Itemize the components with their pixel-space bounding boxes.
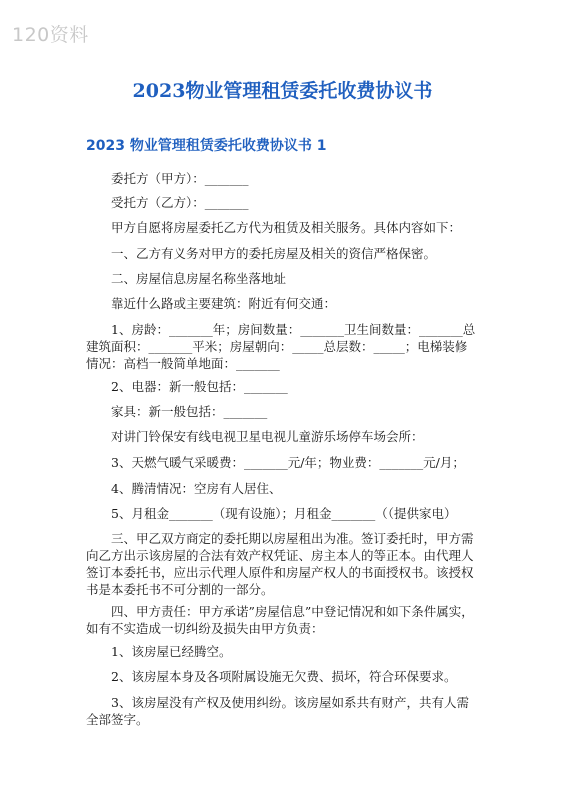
watermark: 120资料 [12, 24, 89, 46]
paragraph-clause-1: 一、乙方有义务对甲方的委托房屋及相关的资信严格保密。 [111, 246, 437, 261]
paragraph-condition-3: 3、该房屋没有产权及使用纠纷。该房屋如系共有财产，共有人需全部签字。 [86, 695, 469, 727]
paragraph-fees: 3、天燃气暖气采暖费：_______元/年；物业费：_______元/月； [111, 455, 465, 470]
document-title: 2023物业管理租赁委托收费协议书 [132, 80, 433, 102]
paragraph-agent: 受托方（乙方）：_______ [111, 195, 249, 210]
paragraph-condition-1: 1、该房屋已经腾空。 [111, 644, 232, 659]
paragraph-clause-4: 四、甲方责任：甲方承诺”房屋信息”中登记情况和如下条件属实，如有不实造成一切纠纷及损失由甲方负责： [86, 604, 474, 636]
paragraph-facilities: 对讲门铃保安有线电视卫星电视儿童游乐场停车场会所： [111, 429, 424, 444]
paragraph-client: 委托方（甲方）：_______ [111, 171, 249, 186]
paragraph-clause-2: 二、房屋信息房屋名称坐落地址 [111, 271, 287, 286]
section-title: 2023 物业管理租赁委托收费协议书 1 [86, 138, 327, 154]
paragraph-location: 靠近什么路或主要建筑：附近有何交通： [111, 296, 337, 311]
paragraph-furniture: 家具：新一般包括：_______ [111, 404, 268, 419]
paragraph-appliances: 2、电器：新一般包括：_______ [111, 379, 288, 394]
paragraph-clause-3: 三、甲乙双方商定的委托期以房屋租出为准。签订委托时，甲方需向乙方出示该房屋的合法有效产权凭证、房主本人的等正本。由代理人签订本委托书，应出示代理人原件和房屋产权人的书面授权书。该授权书是本委托书不可分割的一部分。 [86, 531, 474, 597]
paragraph-intro: 甲方自愿将房屋委托乙方代为租赁及相关服务。具体内容如下： [111, 220, 462, 235]
paragraph-rent: 5、月租金_______（现有设施）；月租金_______（（提供家电） [111, 506, 457, 521]
paragraph-occupancy: 4、腾清情况：空房有人居住、 [111, 481, 282, 496]
paragraph-property-details: 1、房龄：_______年；房间数量：_______卫生间数量：_______总建筑面积：_______平米；房屋朝向：_____总层数：_____；电梯装修情况：高档一般简单地面：_______ [86, 322, 476, 371]
paragraph-condition-2: 2、该房屋本身及各项附属设施无欠费、损坏，符合环保要求。 [111, 669, 457, 684]
